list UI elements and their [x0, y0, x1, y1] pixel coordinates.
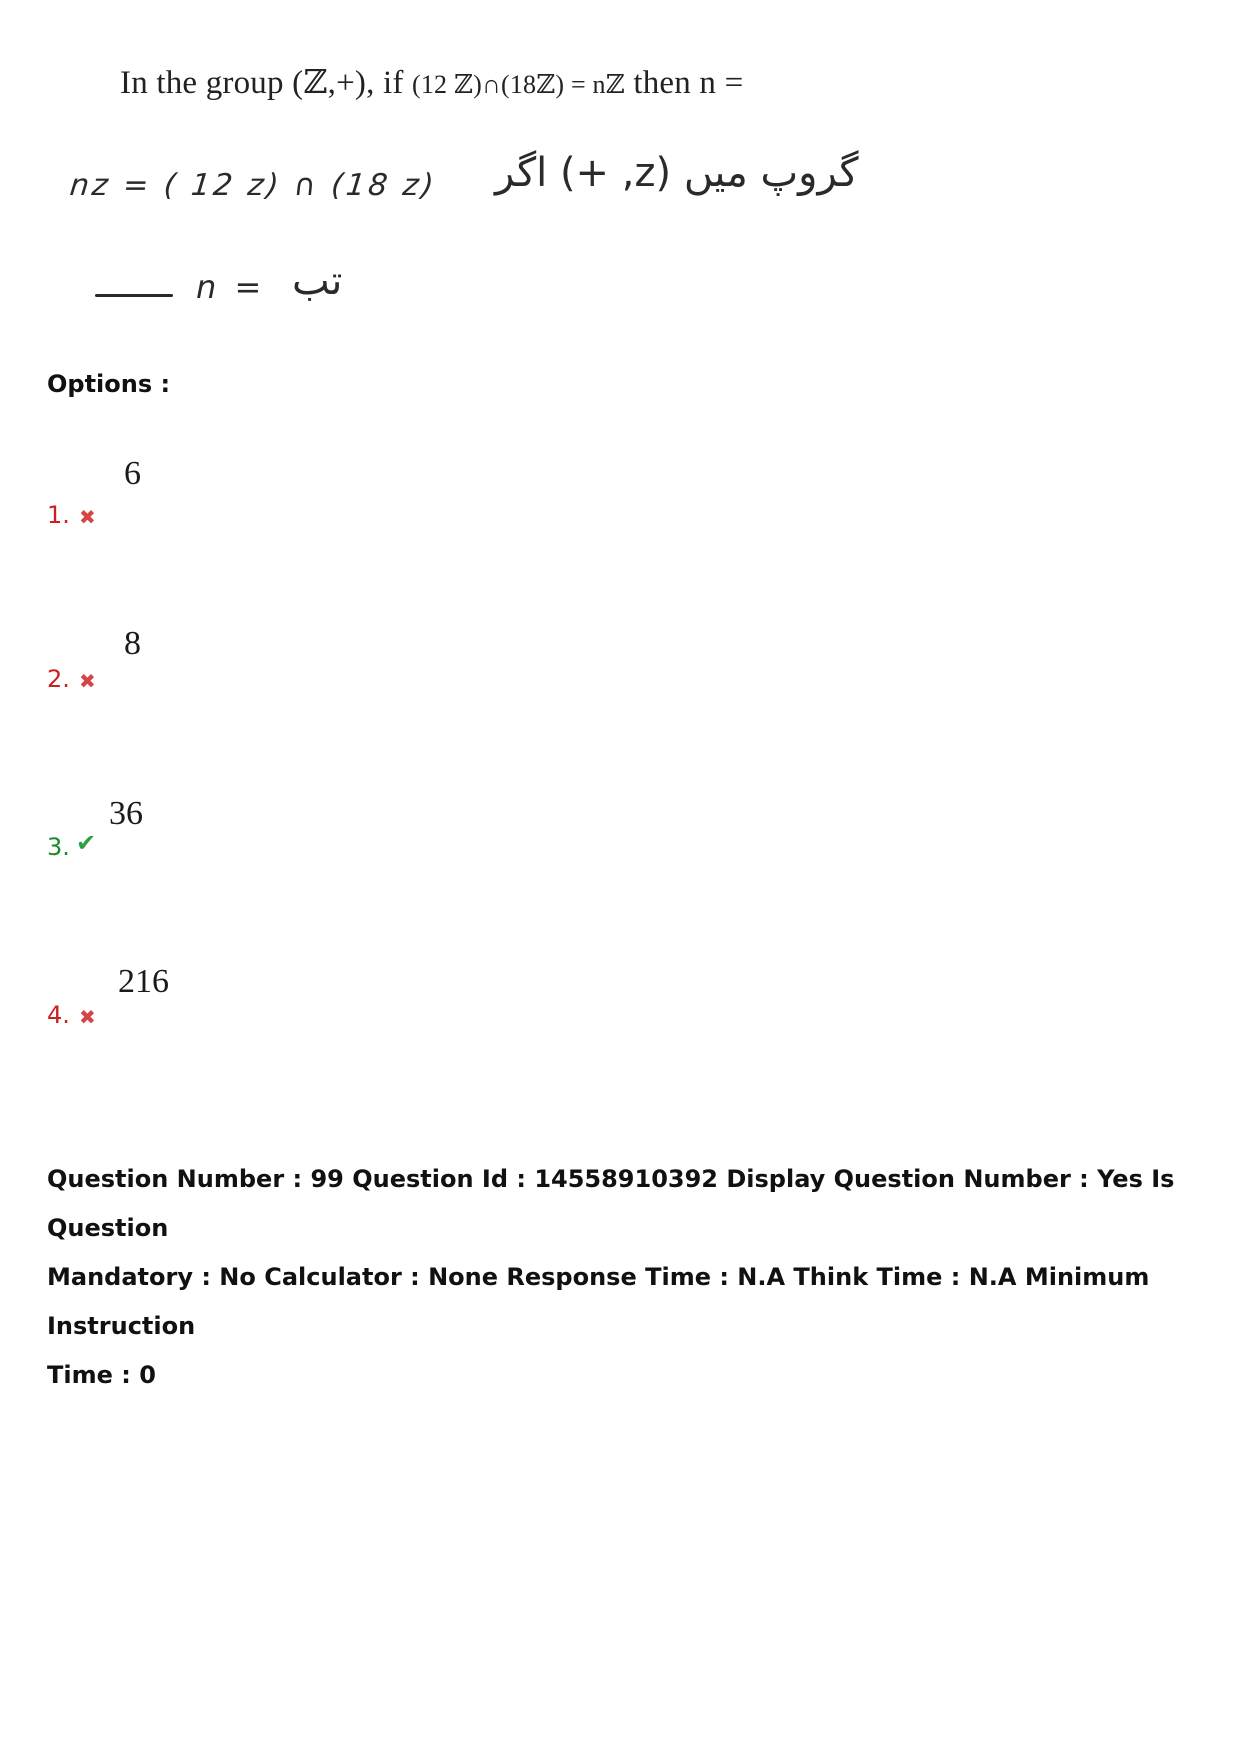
- check-icon: ✔: [76, 829, 97, 857]
- option-value-1: 6: [124, 455, 141, 492]
- cross-icon: ✖: [79, 669, 96, 693]
- question-english-expression: (12 ℤ)∩(18ℤ) = nℤ: [411, 70, 625, 99]
- handwritten-equation-2: n =: [196, 268, 266, 306]
- question-metadata: [47, 1155, 1197, 1400]
- question-english-prefix: In the group (ℤ,+), if: [120, 65, 404, 101]
- cross-icon: ✖: [79, 1005, 96, 1029]
- handwritten-urdu-text-2: تب: [292, 258, 343, 304]
- question-image: [0, 0, 1240, 340]
- question-english-suffix: then n =: [633, 65, 744, 101]
- handwritten-urdu-text-1: گروپ میں (z, +) اگر: [495, 150, 859, 196]
- option-number-1: 1.: [47, 501, 70, 529]
- question-english-text: [120, 62, 743, 102]
- cross-icon: ✖: [79, 505, 96, 529]
- option-item-4[interactable]: [0, 963, 1240, 1073]
- metadata-line-2: Mandatory : No Calculator : None Response Time : N.A Think Time : N.A Minimum Instruction: [47, 1263, 1150, 1340]
- option-number-2: 2.: [47, 665, 70, 693]
- option-item-1[interactable]: [0, 455, 1240, 565]
- option-value-3: 36: [109, 795, 143, 832]
- options-title: Options :: [47, 370, 171, 398]
- option-value-4: 216: [118, 963, 169, 1000]
- option-number-4: 4.: [47, 1001, 70, 1029]
- option-item-3[interactable]: [0, 795, 1240, 905]
- option-item-2[interactable]: [0, 625, 1240, 735]
- metadata-line-1: Question Number : 99 Question Id : 14558910392 Display Question Number : Yes Is Question: [47, 1165, 1175, 1242]
- handwritten-dash: [95, 294, 173, 297]
- handwritten-equation-1: nz = ( 12 z) ∩ (18 z): [68, 168, 439, 203]
- metadata-line-3: Time : 0: [47, 1361, 156, 1389]
- option-number-3: 3.: [47, 833, 70, 861]
- option-value-2: 8: [124, 625, 141, 662]
